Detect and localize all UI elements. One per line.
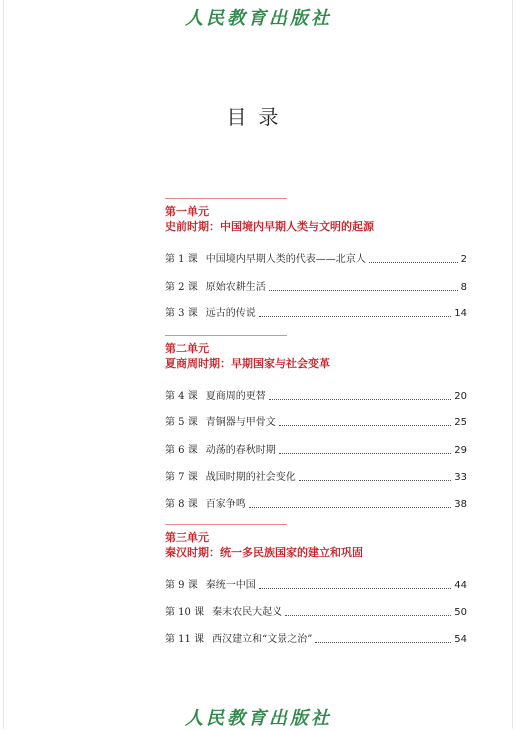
page-number: 29 <box>454 445 467 456</box>
lesson-title: 动荡的春秋时期 <box>205 445 276 456</box>
lesson-title: 西汉建立和“文景之治” <box>212 634 313 645</box>
lesson-number: 第 4 课 <box>165 391 198 402</box>
page-number: 50 <box>454 607 467 618</box>
lesson-title: 百家争鸣 <box>205 499 246 510</box>
dot-leader <box>249 507 452 508</box>
page-number: 44 <box>454 580 467 591</box>
page-number: 38 <box>454 499 467 510</box>
lesson-title: 夏商周的更替 <box>205 391 266 402</box>
dot-leader <box>269 290 458 291</box>
unit-title: 史前时期：中国境内早期人类与文明的起源 <box>165 220 374 233</box>
toc-entry[interactable] <box>165 306 467 320</box>
dot-leader <box>279 453 452 454</box>
page-number: 8 <box>460 282 467 293</box>
lesson-title: 原始农耕生活 <box>205 282 266 293</box>
page-number: 2 <box>460 254 467 265</box>
toc-entry[interactable] <box>165 605 467 619</box>
lesson-number: 第 1 课 <box>165 254 198 265</box>
lesson-title: 秦末农民大起义 <box>212 607 283 618</box>
dot-leader <box>369 262 458 263</box>
unit-divider <box>165 335 287 336</box>
dot-leader <box>259 588 452 589</box>
lesson-number: 第 10 课 <box>165 607 205 618</box>
dot-leader <box>285 615 451 616</box>
page-number: 33 <box>454 472 467 483</box>
lesson-number: 第 7 课 <box>165 472 198 483</box>
toc-entry[interactable] <box>165 280 467 294</box>
lesson-title: 秦统一中国 <box>205 580 256 591</box>
dot-leader <box>299 480 452 481</box>
lesson-number: 第 11 课 <box>165 634 205 645</box>
toc-entry[interactable] <box>165 389 467 403</box>
toc-entry[interactable] <box>165 578 467 592</box>
dot-leader <box>279 425 452 426</box>
unit-title: 夏商周时期：早期国家与社会变革 <box>165 357 330 370</box>
lesson-title: 战国时期的社会变化 <box>205 472 296 483</box>
dot-leader <box>259 316 452 317</box>
unit-1-header <box>165 198 467 235</box>
dot-leader <box>315 642 451 643</box>
unit-divider <box>165 198 287 199</box>
lesson-title: 青铜器与甲骨文 <box>205 417 276 428</box>
lesson-number: 第 3 课 <box>165 308 198 319</box>
page-title: 目录 <box>226 105 291 129</box>
page-number: 25 <box>454 417 467 428</box>
lesson-number: 第 6 课 <box>165 445 198 456</box>
unit-number: 第二单元 <box>165 342 209 355</box>
lesson-number: 第 8 课 <box>165 499 198 510</box>
page-number: 14 <box>454 308 467 319</box>
publisher-logo-bottom: 人民教育出版社 <box>185 708 332 729</box>
toc-entry[interactable] <box>165 632 467 646</box>
toc-entry[interactable] <box>165 497 467 511</box>
toc-entry[interactable] <box>165 252 467 266</box>
unit-3-header <box>165 524 467 561</box>
unit-divider <box>165 524 287 525</box>
dot-leader <box>269 399 452 400</box>
toc-entry[interactable] <box>165 415 467 429</box>
lesson-number: 第 9 课 <box>165 580 198 591</box>
unit-2-header <box>165 335 467 372</box>
lesson-title: 远古的传说 <box>205 308 256 319</box>
unit-number: 第三单元 <box>165 531 209 544</box>
unit-number: 第一单元 <box>165 205 209 218</box>
page-number: 54 <box>454 634 467 645</box>
page-number: 20 <box>454 391 467 402</box>
publisher-logo-top: 人民教育出版社 <box>185 8 332 29</box>
lesson-title: 中国境内早期人类的代表——北京人 <box>205 254 366 265</box>
unit-title: 秦汉时期：统一多民族国家的建立和巩固 <box>165 546 363 559</box>
toc-entry[interactable] <box>165 470 467 484</box>
lesson-number: 第 2 课 <box>165 282 198 293</box>
lesson-number: 第 5 课 <box>165 417 198 428</box>
toc-entry[interactable] <box>165 443 467 457</box>
